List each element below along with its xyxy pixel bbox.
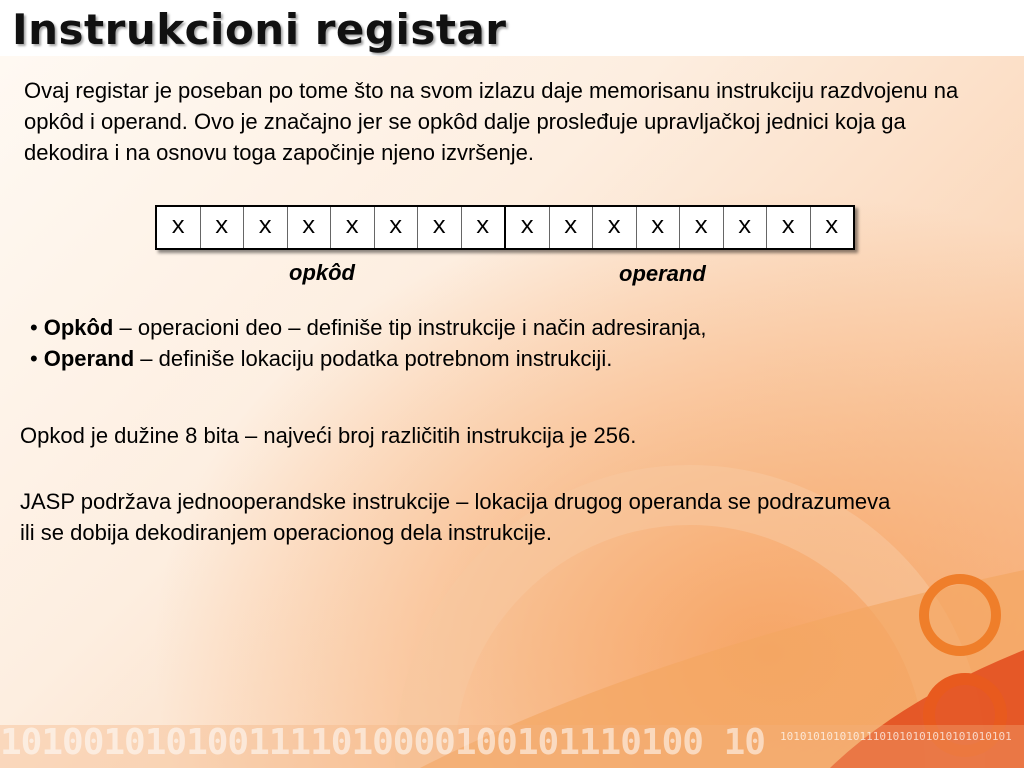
operand-bit: x [679,207,723,248]
jasp-note: JASP podržava jednooperandske instrukcije – lokacija drugog operanda se podrazumeva ili se dobija dekodiranjem operacionog dela instrukcije. [20,489,891,545]
operand-bit: x [766,207,810,248]
opcode-length-note: Opkod je dužine 8 bita – najveći broj različitih instrukcija je 256. [20,423,637,448]
bullet-term: Operand [43,346,135,371]
opcode-label: opkôd [289,260,355,285]
operand-label: operand [619,261,706,286]
opcode-bit: x [375,207,419,248]
register-diagram [155,205,855,250]
opcode-field [157,207,504,248]
intro-paragraph: Ovaj registar je poseban po tome što na svom izlazu daje memorisanu instrukciju razdvojenu na opkôd i operand. Ovo je značajno jer se opkôd dalje prosleđuje upravljačkoj jednici koja ga dekodira i na osnovu toga započinje njeno izvršenje. [24,78,959,165]
opcode-bit: x [288,207,332,248]
binary-decoration-small: 10101010101011101010101010101010101 [780,730,1012,743]
opcode-bit: x [157,207,201,248]
operand-bit: x [636,207,680,248]
operand-bit: x [520,214,535,241]
definition-list [30,312,707,374]
bullet-term: Opkôd [43,315,114,340]
operand-bit: x [592,207,636,248]
opcode-bit: x [201,207,245,248]
list-item [30,343,707,374]
bullet-text: – operacioni deo – definiše tip instrukcije i način adresiranja, [113,315,707,340]
operand-bit: x [810,207,854,248]
operand-bit: x [723,207,767,248]
opcode-bit: x [418,207,462,248]
list-item [30,312,707,343]
opcode-bit: x [475,214,490,241]
operand-bit: x [549,207,593,248]
slide-title: Instrukcioni registar [12,5,507,54]
bullet-text: – definiše lokaciju podatka potrebnom instrukciji. [134,346,613,371]
operand-field [504,207,853,248]
opcode-bit: x [244,207,288,248]
opcode-bit: x [331,207,375,248]
binary-decoration-large: 1010010101001111010000100101110100 10 [0,722,765,763]
